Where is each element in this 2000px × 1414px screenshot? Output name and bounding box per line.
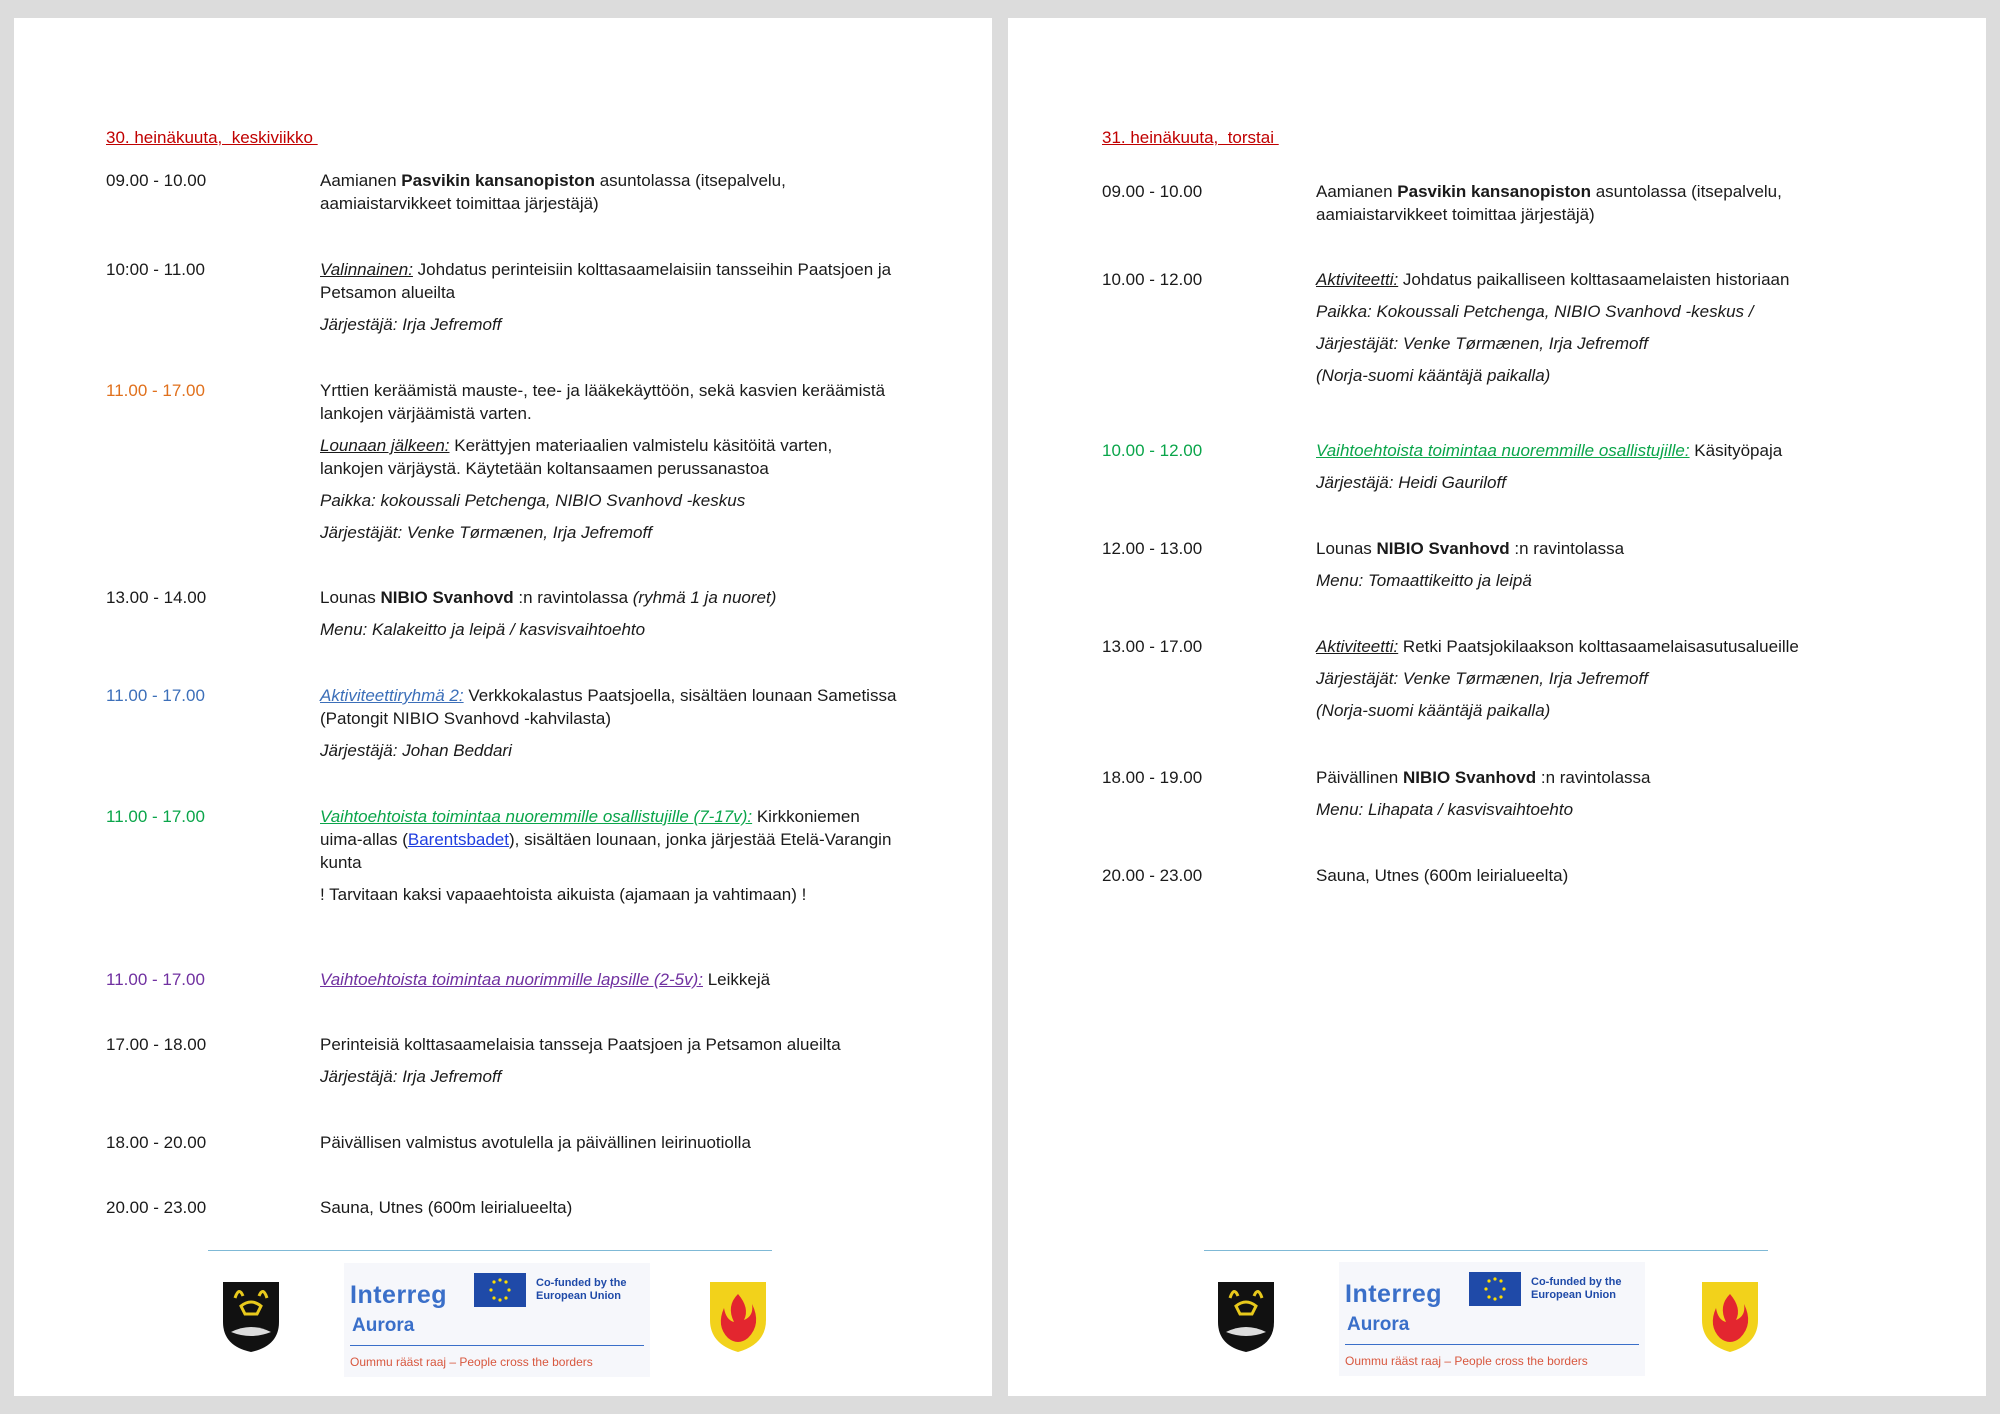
entry-time: 13.00 - 17.00 — [1102, 637, 1203, 656]
entry-time: 09.00 - 10.00 — [1102, 182, 1203, 201]
entry-text: Päivällisen valmistus avotulella ja päivällinen leirinuotiolla — [320, 1133, 751, 1152]
entry-text: Käsityöpaja — [1689, 441, 1783, 460]
entry-label: Lounaan jälkeen: — [320, 436, 450, 455]
entry-content — [1316, 537, 1896, 601]
organizer: Järjestäjät: Venke Tørmænen, Irja Jefremoff — [1316, 334, 1648, 353]
entry-content — [320, 169, 900, 224]
entry-time: 20.00 - 23.00 — [106, 1198, 207, 1217]
footer-divider — [208, 1250, 772, 1251]
entry-content — [1316, 268, 1896, 396]
entry-time: 10.00 - 12.00 — [1102, 270, 1203, 289]
interreg-wordmark: Interreg — [350, 1281, 448, 1309]
logo-rule — [350, 1345, 644, 1346]
entry-text: ), sisältäen lounaan, jonka järjestää Etelä-Varangin kunta — [320, 830, 892, 872]
organizer: Järjestäjä: Johan Beddari — [320, 741, 512, 760]
cofunded-text: Co-funded by the European Union — [1531, 1276, 1622, 1301]
entry-label: Vaihtoehtoista toimintaa nuoremmille osallistujille (7-17v): — [320, 807, 753, 826]
entry-text: Lounas — [320, 588, 381, 607]
entry-time: 10:00 - 11.00 — [106, 260, 205, 279]
entry-label: Aktiviteettiryhmä 2: — [320, 686, 464, 705]
entry-label: Aktiviteetti: — [1316, 270, 1399, 289]
reindeer-fish-shield-icon — [1214, 1278, 1278, 1354]
translator-note: (Norja-suomi kääntäjä paikalla) — [1316, 701, 1551, 720]
entry-text: Verkkokalastus Paatsjoella, sisältäen lounaan Sametissa (Patongit NIBIO Svanhovd -kahvilasta) — [320, 686, 897, 728]
day-title: 30. heinäkuuta, keskiviikko — [106, 128, 318, 147]
organizer: Järjestäjät: Venke Tørmænen, Irja Jefremoff — [320, 523, 652, 542]
entry-time: 12.00 - 13.00 — [1102, 539, 1203, 558]
organizer: Järjestäjät: Venke Tørmænen, Irja Jefremoff — [1316, 669, 1648, 688]
entry-content — [320, 1196, 900, 1228]
entry-label: Vaihtoehtoista toimintaa nuoremmille osallistujille: — [1316, 441, 1690, 460]
entry-text: :n ravintolassa — [1509, 539, 1625, 558]
interreg-wordmark: Interreg — [1345, 1280, 1443, 1308]
menu: Menu: Lihapata / kasvisvaihtoehto — [1316, 800, 1574, 819]
venue-name: Pasvikin kansanopiston — [1397, 182, 1591, 201]
flame-shield-icon — [1700, 1280, 1760, 1354]
entry-text: Johdatus perinteisiin kolttasaamelaisiin tansseihin Paatsjoen ja Petsamon alueilta — [320, 260, 892, 302]
entry-time: 17.00 - 18.00 — [106, 1035, 207, 1054]
entry-text: Retki Paatsjokilaakson kolttasaamelaisasutusalueille — [1398, 637, 1799, 656]
entry-text: :n ravintolassa — [513, 588, 633, 607]
entry-content — [1316, 180, 1896, 235]
page-right — [1008, 18, 1986, 1396]
menu: Menu: Kalakeitto ja leipä / kasvisvaihtoehto — [320, 620, 646, 639]
entry-text: Kirkkoniemen uima-allas ( — [320, 807, 860, 849]
entry-text: Sauna, Utnes (600m leirialueelta) — [1316, 866, 1569, 885]
entry-content — [320, 379, 900, 553]
entry-time: 09.00 - 10.00 — [106, 171, 207, 190]
entry-text: Lounas — [1316, 539, 1377, 558]
entry-text: Sauna, Utnes (600m leirialueelta) — [320, 1198, 573, 1217]
logo-rule — [1345, 1344, 1639, 1345]
flame-shield-icon — [708, 1280, 768, 1354]
entry-content — [320, 1033, 900, 1097]
entry-time: 11.00 - 17.00 — [106, 686, 205, 705]
location: Paikka: kokoussali Petchenga, NIBIO Svanhovd -keskus — [320, 491, 746, 510]
entry-time: 13.00 - 14.00 — [106, 588, 207, 607]
entry-text: Päivällinen — [1316, 768, 1403, 787]
entry-time: 18.00 - 19.00 — [1102, 768, 1203, 787]
entry-time: 10.00 - 12.00 — [1102, 441, 1203, 460]
entry-content — [320, 586, 900, 650]
entry-content — [1316, 635, 1896, 731]
reindeer-fish-shield-icon — [219, 1278, 283, 1354]
volunteer-note: ! Tarvitaan kaksi vapaaehtoista aikuista (ajamaan ja vahtimaan) ! — [320, 885, 807, 904]
barentsbadet-link[interactable]: Barentsbadet — [407, 830, 509, 849]
entry-label: Valinnainen: — [320, 260, 413, 279]
entry-text: Aamianen — [320, 171, 402, 190]
entry-content — [320, 805, 900, 915]
entry-text: Johdatus paikalliseen kolttasaamelaisten historiaan — [1398, 270, 1790, 289]
entry-time: 11.00 - 17.00 — [106, 970, 205, 989]
aurora-wordmark: Aurora — [352, 1315, 415, 1336]
entry-content — [320, 1131, 900, 1163]
interreg-logo — [344, 1263, 650, 1377]
group-note: (ryhmä 1 ja nuoret) — [632, 588, 777, 607]
tagline: Oummu rääst raaj – People cross the borders — [1345, 1354, 1588, 1368]
aurora-wordmark: Aurora — [1347, 1314, 1410, 1335]
venue-name: NIBIO Svanhovd — [1376, 539, 1510, 558]
entry-text: Yrttien keräämistä mauste-, tee- ja lääkekäyttöön, sekä kasvien keräämistä lankojen värjäämistä varten. — [320, 381, 886, 423]
menu: Menu: Tomaattikeitto ja leipä — [1316, 571, 1532, 590]
entry-text: asuntolassa (itsepalvelu, aamiaistarvikkeet toimittaa järjestäjä) — [1316, 182, 1782, 224]
footer-divider — [1204, 1250, 1768, 1251]
venue-name: NIBIO Svanhovd — [1402, 768, 1537, 787]
entry-label: Aktiviteetti: — [1316, 637, 1399, 656]
venue-name: NIBIO Svanhovd — [380, 588, 514, 607]
entry-content — [320, 258, 900, 345]
cofunded-text: Co-funded by the European Union — [536, 1277, 627, 1302]
organizer: Järjestäjä: Heidi Gauriloff — [1316, 473, 1506, 492]
entry-content — [320, 684, 900, 771]
entry-text: Aamianen — [1316, 182, 1398, 201]
translator-note: (Norja-suomi kääntäjä paikalla) — [1316, 366, 1551, 385]
organizer: Järjestäjä: Irja Jefremoff — [320, 315, 502, 334]
page-left — [14, 18, 992, 1396]
eu-flag-icon — [1469, 1272, 1521, 1306]
entry-text: Leikkejä — [702, 970, 771, 989]
entry-time: 11.00 - 17.00 — [106, 807, 205, 826]
venue-name: Pasvikin kansanopiston — [401, 171, 595, 190]
entry-time: 18.00 - 20.00 — [106, 1133, 207, 1152]
interreg-logo — [1339, 1262, 1645, 1376]
entry-text: asuntolassa (itsepalvelu, aamiaistarvikkeet toimittaa järjestäjä) — [320, 171, 786, 213]
tagline: Oummu rääst raaj – People cross the borders — [350, 1355, 593, 1369]
day-title: 31. heinäkuuta, torstai — [1102, 128, 1279, 147]
entry-content — [1316, 766, 1896, 830]
entry-time: 11.00 - 17.00 — [106, 381, 205, 400]
location: Paikka: Kokoussali Petchenga, NIBIO Svanhovd -keskus / — [1316, 302, 1754, 321]
entry-label: Vaihtoehtoista toimintaa nuorimmille lapsille (2-5v): — [320, 970, 703, 989]
entry-text: :n ravintolassa — [1536, 768, 1651, 787]
organizer: Järjestäjä: Irja Jefremoff — [320, 1067, 502, 1086]
entry-time: 20.00 - 23.00 — [1102, 866, 1203, 885]
entry-content — [1316, 439, 1896, 503]
eu-flag-icon — [474, 1273, 526, 1307]
entry-text: Perinteisiä kolttasaamelaisia tansseja Paatsjoen ja Petsamon alueilta — [320, 1035, 841, 1054]
entry-content — [1316, 864, 1896, 896]
entry-content — [320, 968, 900, 1000]
entry-text: Kerättyjen materiaalien valmistelu käsitöitä varten, lankojen värjäystä. Käytetään koltansaamen perussanastoa — [320, 436, 833, 478]
